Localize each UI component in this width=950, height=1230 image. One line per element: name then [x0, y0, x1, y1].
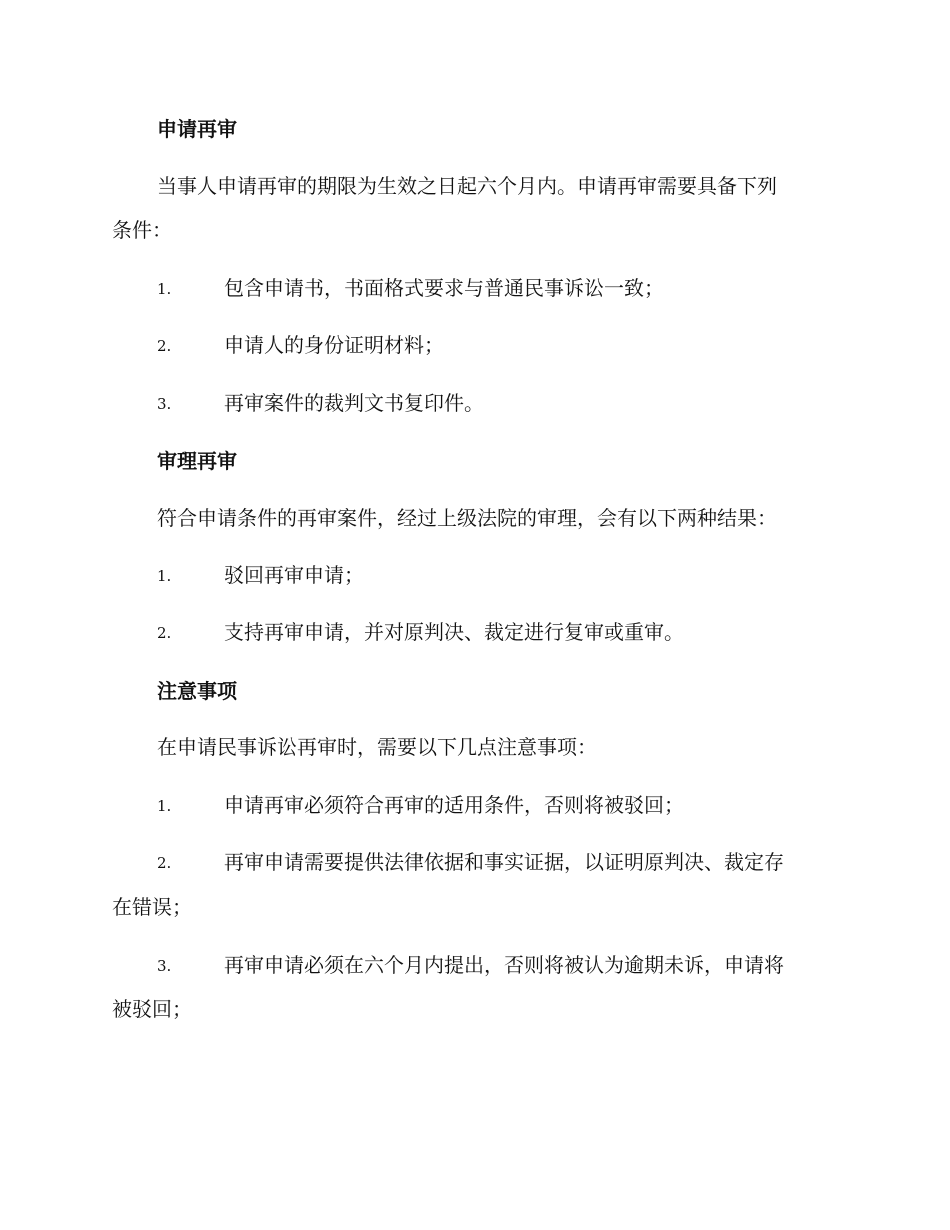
list-item-text: 申请人的身份证明材料； [224, 333, 444, 357]
list-item-number: 2. [157, 624, 172, 642]
list-item-number: 2. [157, 854, 172, 872]
list-item-text: 包含申请书，书面格式要求与普通民事诉讼一致； [224, 276, 664, 300]
list-item-text: 再审申请需要提供法律依据和事实证据，以证明原判决、裁定存 [224, 850, 784, 874]
list-item-number: 1. [157, 797, 172, 815]
paragraph-line: 符合申请条件的再审案件，经过上级法院的审理，会有以下两种结果： [157, 506, 777, 530]
section-heading: 申请再审 [157, 117, 237, 141]
paragraph-continuation: 条件： [112, 218, 172, 242]
paragraph-line: 在申请民事诉讼再审时，需要以下几点注意事项： [157, 735, 597, 759]
list-item-text: 再审案件的裁判文书复印件。 [224, 391, 484, 415]
list-item-text: 支持再审申请，并对原判决、裁定进行复审或重审。 [224, 620, 684, 644]
list-item-continuation: 被驳回； [112, 997, 192, 1021]
list-item-text: 申请再审必须符合再审的适用条件，否则将被驳回； [224, 793, 684, 817]
list-item-number: 1. [157, 280, 172, 298]
list-item-number: 2. [157, 337, 172, 355]
list-item-text: 驳回再审申请； [224, 563, 364, 587]
section-heading: 注意事项 [157, 679, 237, 703]
section-heading: 审理再审 [157, 449, 237, 473]
list-item-number: 3. [157, 395, 172, 413]
paragraph-line: 当事人申请再审的期限为生效之日起六个月内。申请再审需要具备下列 [157, 174, 777, 198]
list-item-text: 再审申请必须在六个月内提出，否则将被认为逾期未诉，申请将 [224, 953, 784, 977]
list-item-continuation: 在错误； [112, 895, 192, 919]
list-item-number: 3. [157, 957, 172, 975]
list-item-number: 1. [157, 567, 172, 585]
